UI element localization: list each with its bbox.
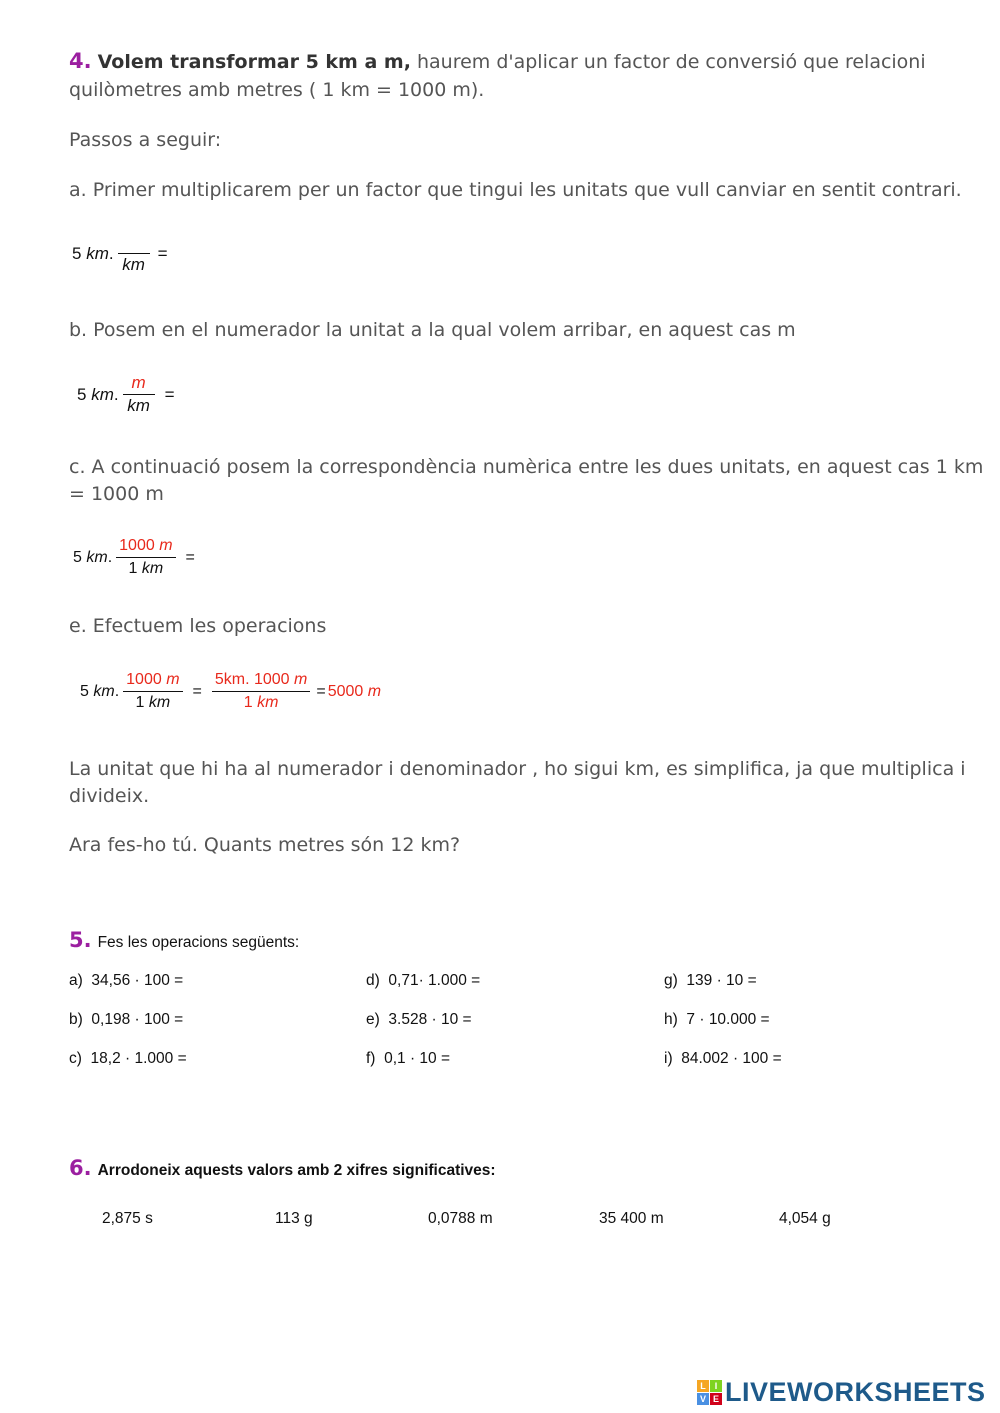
ex6-header xyxy=(69,1156,496,1180)
ex5-item-expr: 0,198 · 100 = xyxy=(91,1011,184,1028)
eq-a-km: km xyxy=(86,243,109,263)
ex6-title: Arrodoneix aquests valors amb 2 xifres significatives: xyxy=(97,1162,496,1179)
ex5-item-expr: 139 · 10 = xyxy=(686,972,757,989)
eq-e-fraction xyxy=(123,670,182,713)
explanation-line2: divideix. xyxy=(69,785,150,807)
eq-c-fraction-num xyxy=(116,536,175,558)
eq-e-equals-1: = xyxy=(192,682,202,700)
step-b-text: b. Posem en el numerador la unitat a la qual volem arribar, en aquest cas m xyxy=(69,319,796,341)
ex5-item-d xyxy=(366,972,480,990)
eq-b-fraction-num: m xyxy=(123,373,155,395)
ex5-item-i xyxy=(664,1050,782,1068)
ex6-number: 6. xyxy=(69,1156,92,1180)
ex4-title-rest: haurem d'aplicar un factor de conversió que relacioni xyxy=(410,51,926,73)
eq-c-den-unit: km xyxy=(141,560,164,577)
eq-c-km: km xyxy=(86,548,108,566)
eq-a-fraction xyxy=(118,232,150,275)
eq-c-fraction xyxy=(116,536,175,579)
eq-b-five: 5 xyxy=(77,384,87,404)
eq-e-rhs-den-unit: km xyxy=(257,694,279,711)
eq-b-km: km xyxy=(91,384,114,404)
eq-e-rhs-num xyxy=(212,670,311,692)
eq-e-dot: . xyxy=(114,682,120,700)
logo-tile-l: L xyxy=(697,1380,709,1392)
step-a-text: a. Primer multiplicarem per un factor que tingui les unitats que vull canviar en sentit contrari. xyxy=(69,179,962,201)
eq-c-equals: = xyxy=(185,548,195,566)
eq-b-fraction xyxy=(123,373,155,416)
ex5-number: 5. xyxy=(69,928,92,952)
eq-e-five: 5 xyxy=(80,682,89,700)
eq-a-equals: = xyxy=(157,243,168,263)
logo-tile-e: E xyxy=(710,1393,722,1405)
eq-e-rhs-den-value: 1 xyxy=(243,694,253,711)
eq-e-fraction-num xyxy=(123,670,182,692)
ex5-item-expr: 84.002 · 100 = xyxy=(681,1050,782,1067)
eq-e-rhs-fraction xyxy=(212,670,311,713)
eq-b-dot: . xyxy=(113,384,119,404)
equation-b xyxy=(77,373,175,416)
ex5-item-expr: 34,56 · 100 = xyxy=(91,972,184,989)
eq-e-fraction-den xyxy=(132,692,173,713)
eq-e-num-unit: m xyxy=(166,671,180,688)
step-e-text: e. Efectuem les operacions xyxy=(69,615,327,637)
ex4-title xyxy=(69,48,939,76)
liveworksheets-logo-text: LIVEWORKSHEETS xyxy=(725,1377,986,1407)
ex5-item-b xyxy=(69,1011,183,1029)
eq-e-den-value: 1 xyxy=(135,694,145,711)
ex5-item-c xyxy=(69,1050,187,1068)
eq-a-fraction-den: km xyxy=(122,255,145,274)
ex5-item-expr: 0,71· 1.000 = xyxy=(388,972,481,989)
eq-c-dot: . xyxy=(107,548,113,566)
steps-intro: Passos a seguir: xyxy=(69,129,222,151)
equation-e xyxy=(80,670,381,713)
logo-tile-i: I xyxy=(710,1380,722,1392)
ex5-item-f xyxy=(366,1050,450,1068)
ex6-value: 0,0788 m xyxy=(428,1210,493,1227)
ex5-item-g xyxy=(664,972,757,990)
question-12km: Ara fes-ho tú. Quants metres són 12 km? xyxy=(69,834,461,856)
eq-e-rhs-den xyxy=(241,692,282,713)
ex5-item-e xyxy=(366,1011,472,1029)
ex5-item-label: h) xyxy=(664,1011,678,1028)
eq-c-num-value: 1000 xyxy=(119,537,155,554)
eq-c-den-value: 1 xyxy=(128,560,138,577)
ex5-item-expr: 0,1 · 10 = xyxy=(384,1050,451,1067)
ex6-value: 2,875 s xyxy=(102,1210,153,1227)
ex5-item-label: i) xyxy=(664,1050,673,1067)
ex5-item-label: b) xyxy=(69,1011,83,1028)
step-c-text: c. A continuació posem la correspondència numèrica entre les dues unitats, en aquest cas 1 km xyxy=(69,456,984,478)
ex5-header xyxy=(69,928,299,952)
eq-c-five: 5 xyxy=(73,548,82,566)
ex6-value: 35 400 m xyxy=(599,1210,664,1227)
ex4-title-bold: Volem transformar 5 km a m, xyxy=(97,51,411,73)
ex4-number: 4. xyxy=(69,49,92,73)
liveworksheets-icon xyxy=(697,1380,722,1405)
eq-a-fraction-num xyxy=(118,232,150,254)
eq-e-rhs-num-value: 5km. 1000 xyxy=(214,671,290,688)
equation-a xyxy=(72,232,168,275)
equation-c xyxy=(73,536,195,579)
ex5-item-label: e) xyxy=(366,1011,380,1028)
step-c-text-2: = 1000 m xyxy=(69,483,164,505)
logo-tile-v: V xyxy=(697,1393,709,1405)
eq-e-num-value: 1000 xyxy=(126,671,162,688)
ex4-title-line2: quilòmetres amb metres ( 1 km = 1000 m). xyxy=(69,79,485,101)
ex5-item-expr: 18,2 · 1.000 = xyxy=(90,1050,187,1067)
eq-e-result xyxy=(328,683,381,701)
ex5-item-label: f) xyxy=(366,1050,376,1067)
ex5-item-label: d) xyxy=(366,972,380,989)
ex6-value: 4,054 g xyxy=(779,1210,831,1227)
ex5-item-label: a) xyxy=(69,972,83,989)
eq-e-result-unit: m xyxy=(367,682,382,700)
ex5-item-h xyxy=(664,1011,770,1029)
liveworksheets-logo xyxy=(697,1377,986,1408)
eq-c-fraction-den xyxy=(125,558,166,579)
ex6-value: 113 g xyxy=(275,1210,313,1227)
eq-b-fraction-den: km xyxy=(127,396,150,415)
eq-e-equals-2: = xyxy=(316,682,326,700)
explanation-line1: La unitat que hi ha al numerador i denominador , ho sigui km, es simplifica, ja que multiplica i xyxy=(69,758,966,780)
ex5-item-a xyxy=(69,972,183,990)
ex5-item-label: c) xyxy=(69,1050,82,1067)
eq-e-rhs-num-unit: m xyxy=(294,671,308,688)
ex5-item-expr: 3.528 · 10 = xyxy=(388,1011,472,1028)
eq-b-equals: = xyxy=(164,384,175,404)
ex5-title: Fes les operacions següents: xyxy=(97,934,300,951)
eq-a-dot: . xyxy=(108,243,114,263)
eq-a-five: 5 xyxy=(72,243,82,263)
eq-e-result-value: 5000 xyxy=(327,682,364,700)
eq-e-km: km xyxy=(93,682,115,700)
ex5-item-expr: 7 · 10.000 = xyxy=(686,1011,770,1028)
eq-e-den-unit: km xyxy=(148,694,171,711)
ex5-item-label: g) xyxy=(664,972,678,989)
eq-c-num-unit: m xyxy=(159,537,173,554)
